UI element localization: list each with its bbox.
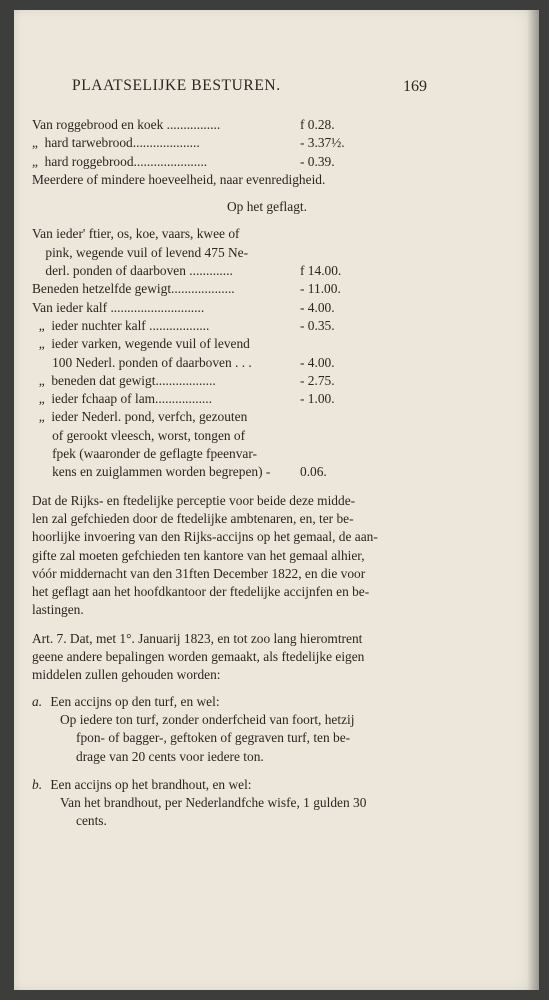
price-row xyxy=(32,335,502,353)
paragraph-line: hoorlijke invoering van den Rijks-accijns op het gemaal, de aan- xyxy=(32,529,378,545)
price-item: Van roggebrood en koek ................ xyxy=(32,117,221,132)
header-title: PLAATSELIJKE BESTUREN. xyxy=(72,77,281,94)
list-item-text: fpon- of bagger-, geftoken of gegraven turf, ten be- xyxy=(76,730,351,746)
price-item: „ ieder varken, wegende vuil of levend xyxy=(32,336,250,352)
list-item-heading: Een accijns op den turf, en wel: xyxy=(50,693,220,709)
list-item-b xyxy=(32,776,502,831)
paragraph-line: gifte zal moeten gefchieden ten kantore van het gemaal alhier, xyxy=(32,547,365,563)
price-item: „ ieder Nederl. pond, verfch, gezouten xyxy=(32,409,248,425)
list-item-heading: Een accijns op het brandhout, en wel: xyxy=(50,776,252,792)
list-item-text: Op iedere ton turf, zonder onderfcheid van foort, hetzij xyxy=(60,711,355,727)
price-value: - 0.35. xyxy=(300,317,335,333)
price-value: f 0.28. xyxy=(300,117,335,132)
price-value: - 11.00. xyxy=(300,281,341,297)
price-value: f 14.00. xyxy=(300,263,342,279)
list-marker: a. xyxy=(32,693,43,709)
price-value: 0.06. xyxy=(300,464,327,480)
section-heading: Op het geflagt. xyxy=(227,199,307,215)
price-item: „ hard tarwebrood.................... xyxy=(32,135,200,151)
bread-price-list xyxy=(32,116,502,189)
list-item-text: drage van 20 cents voor iedere ton. xyxy=(76,748,264,764)
price-row xyxy=(32,280,502,298)
page-body xyxy=(32,116,502,831)
price-item: „ beneden dat gewigt.................. xyxy=(32,372,216,388)
paragraph-article-7 xyxy=(32,630,502,685)
price-item: fpek (waaronder de geflagte fpeenvar- xyxy=(32,446,258,462)
price-row xyxy=(32,372,502,390)
price-row xyxy=(32,134,502,152)
price-row xyxy=(32,408,502,426)
price-item: Van ieder kalf ............................ xyxy=(32,299,205,315)
bread-footer-note: Meerdere of mindere hoeveelheid, naar evenredigheid. xyxy=(32,171,326,187)
page-number: 169 xyxy=(403,78,427,95)
price-item: Van ieder' ftier, os, koe, vaars, kwee of xyxy=(32,226,240,242)
paragraph-line: Dat de Rijks- en ftedelijke perceptie voor beide deze midde- xyxy=(32,492,356,508)
price-value: - 3.37½. xyxy=(300,135,345,151)
price-value: - 4.00. xyxy=(300,299,335,315)
price-row xyxy=(32,390,502,408)
paragraph-line: vóór middernacht van den 31ften December 1822, en die voor xyxy=(32,565,366,581)
price-item: „ ieder nuchter kalf .................. xyxy=(32,317,210,333)
paragraph-line: geene andere bepalingen worden gemaakt, als ftedelijke eigen xyxy=(32,649,365,665)
price-item: of gerookt vleesch, worst, tongen of xyxy=(32,427,246,443)
price-item: derl. ponden of daarboven ............. xyxy=(32,263,233,279)
list-marker: b. xyxy=(32,776,43,792)
paragraph-line: middelen zullen gehouden worden: xyxy=(32,667,221,683)
price-row xyxy=(32,463,502,481)
paragraph-perception xyxy=(32,492,502,620)
price-value: - 4.00. xyxy=(300,354,335,370)
price-item: „ hard roggebrood...................... xyxy=(32,153,208,169)
price-row xyxy=(32,262,502,280)
list-item-text: cents. xyxy=(76,813,107,829)
list-item-text: Van het brandhout, per Nederlandfche wisfe, 1 gulden 30 xyxy=(60,795,367,811)
price-row xyxy=(32,445,502,463)
paragraph-line: het geflagt aan het hoofdkantoor der ftedelijke accijnfen en be- xyxy=(32,584,370,600)
page-gutter-shadow xyxy=(527,10,539,990)
price-row xyxy=(32,116,502,134)
price-item: pink, wegende vuil of levend 475 Ne- xyxy=(32,244,249,260)
price-row xyxy=(32,427,502,445)
price-row xyxy=(32,153,502,171)
price-row xyxy=(32,299,502,317)
paragraph-line: lastingen. xyxy=(32,602,84,618)
price-row xyxy=(32,354,502,372)
price-row xyxy=(32,317,502,335)
paragraph-line: Art. 7. Dat, met 1°. Januarij 1823, en tot zoo lang hieromtrent xyxy=(32,630,363,646)
list-item-a xyxy=(32,693,502,766)
price-value: - 2.75. xyxy=(300,372,335,388)
price-row xyxy=(32,244,502,262)
meat-price-list xyxy=(32,225,502,481)
price-value: - 1.00. xyxy=(300,391,335,407)
price-item: kens en zuiglammen worden begrepen) - xyxy=(32,464,271,480)
paragraph-line: len zal gefchieden door de ftedelijke ambtenaren, en, ter be- xyxy=(32,510,354,526)
price-value: - 0.39. xyxy=(300,153,335,169)
price-item: „ ieder fchaap of lam................. xyxy=(32,391,212,407)
price-row xyxy=(32,225,502,243)
running-header xyxy=(72,77,432,99)
price-item: Beneden hetzelfde gewigt................... xyxy=(32,281,235,297)
price-item: 100 Nederl. ponden of daarboven . . . xyxy=(32,354,252,370)
